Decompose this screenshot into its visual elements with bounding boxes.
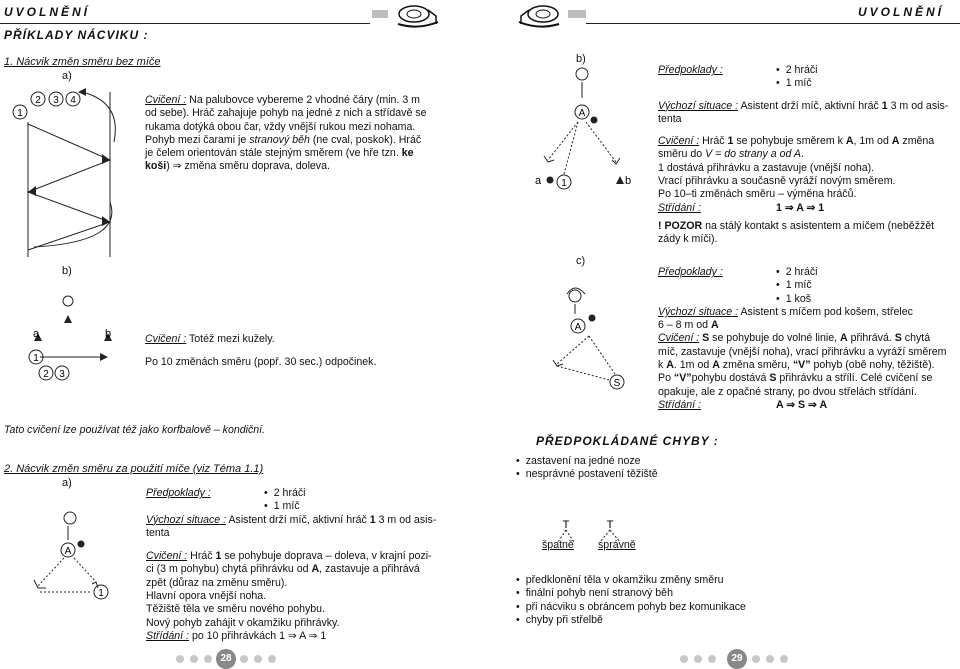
ex-b-text: Předpoklady : • 2 hráči • 1 míč Výchozí situace : Asistent drží míč, aktivní hráč 1 3 m od asis- tenta Cvičení : Hráč 1 se pohybuje směrem k A, 1m od A změna směru do V = do strany a od A. 1 dostává přihrávku a zastavuje (vnější noha). Vrací přihrávku a současně vyráží novým směrem. Po 10–ti změnách směru – výměna hráčů. Střídání : 1 ⇒ A ⇒ 1 ! POZOR na stálý kontakt s asistentem a míčem (neběžžět zády k míči). [658, 64, 958, 247]
wrong-label: špatně [542, 539, 574, 551]
svg-text:b: b [624, 175, 632, 187]
svg-text:T: T [562, 519, 570, 531]
note-korfball: Tato cvičení lze používat též jako korfbalově – kondiční. [4, 424, 266, 436]
page-number-left: 28 [216, 649, 236, 669]
footer-dot [240, 655, 248, 663]
header-rule-right [586, 23, 960, 24]
section-title-examples: PŘÍKLADY NÁCVIKU : [4, 28, 149, 42]
svg-text:S: S [613, 378, 621, 389]
list-item: • chyby při střelbě [516, 614, 816, 627]
ex-b-v-diagram [530, 62, 650, 194]
svg-text:T: T [606, 519, 614, 531]
errors-list-bottom [516, 574, 816, 627]
svg-text:A: A [578, 108, 586, 119]
svg-text:1: 1 [561, 178, 567, 189]
header-rule-left [0, 23, 370, 24]
svg-text:2: 2 [43, 369, 49, 380]
ex1a-label: a) [62, 70, 72, 82]
ex2a-text: Předpoklady : • 2 hráči • 1 míč Výchozí situace : Asistent drží míč, aktivní hráč 1 3 m od asis- tenta Cvičení : Hráč 1 se pohybuje doprava – doleva, v krajní pozi- ci (3 m pohybu) chytá přihrávku od A, zastavuje a přihrává zpět (důraz na změnu směru). Hlavní opora vnější noha. Těžiště těla ve směru nového pohybu. Nový pohyb zahájit v okamžiku přihrávky. Střídání : po 10 přihrávkách 1 ⇒ A ⇒ 1 [146, 487, 448, 643]
svg-text:1: 1 [17, 108, 23, 119]
errors-list-top [516, 455, 816, 482]
errors-title: PŘEDPOKLÁDANÉ CHYBY : [536, 434, 719, 448]
ex2a-label: a) [62, 477, 72, 489]
footer-dot [780, 655, 788, 663]
footer-dot [694, 655, 702, 663]
whistle-logo-right-icon [515, 2, 563, 30]
svg-text:a: a [534, 175, 542, 187]
ex-c-text: Předpoklady : • 2 hráči • 1 míč • 1 koš Výchozí situace : Asistent s míčem pod košem, střelec 6 – 8 m od A Cvičení : S se pohybuje do volné linie, A přihrává. S chytá míč, zastavuje (vnější noha), vrací přihrávku a vyráží směrem k A. 1m od A změna směru, “V” pohyb (obě nohy, těžiště). Po “V”pohybu dostává S přihrávku a střílí. Celé cvičení se opakuje, ale z opačné strany, po dvou střelách střídání. Střídání : A ⇒ S ⇒ A [658, 266, 958, 412]
list-item: • předklonění těla v okamžiku změny směru [516, 574, 816, 587]
ex1b-text: Cvičení : Totéž mezi kužely. Po 10 změnách směru (popř. 30 sec.) odpočinek. [145, 333, 377, 369]
svg-text:1: 1 [98, 588, 104, 599]
ex2-title: 2. Nácvik změn směru za použití míče (viz Téma 1.1) [4, 463, 264, 475]
header-bar-left [372, 10, 388, 18]
svg-text:1: 1 [33, 353, 39, 364]
page-number-right: 29 [727, 649, 747, 669]
ex-c-label: c) [576, 255, 586, 267]
footer-dot [190, 655, 198, 663]
footer-dot [204, 655, 212, 663]
ex2a-triangle-diagram [30, 510, 120, 602]
svg-text:A: A [64, 546, 72, 557]
ex1-title: 1. Nácvik změn směru bez míče [4, 56, 161, 68]
footer-dot [254, 655, 262, 663]
ex1a-zigzag-diagram [4, 82, 134, 260]
footer-dot [766, 655, 774, 663]
header-title-right: UVOLNĚNÍ [858, 5, 945, 19]
whistle-logo-left-icon [394, 2, 442, 30]
svg-text:3: 3 [53, 95, 59, 106]
list-item: • finální pohyb není stranový běh [516, 587, 816, 600]
footer-dot [752, 655, 760, 663]
ex1b-cones-diagram [20, 285, 130, 385]
footer-dot [680, 655, 688, 663]
right-label: správně [598, 539, 636, 551]
svg-text:4: 4 [70, 95, 76, 106]
header-bar-right [568, 10, 586, 18]
svg-text:A: A [574, 322, 582, 333]
ex-b-label: b) [576, 53, 586, 65]
list-item: • při nácviku s obráncem pohyb bez komunikace [516, 601, 816, 614]
svg-text:3: 3 [59, 369, 65, 380]
list-item: • nesprávné postavení těžiště [516, 468, 816, 481]
list-item: • zastavení na jedné noze [516, 455, 816, 468]
svg-text:b: b [104, 328, 112, 340]
ex-c-shooting-diagram [545, 280, 635, 398]
footer-dot [708, 655, 716, 663]
footer-dot [268, 655, 276, 663]
header-title-left: UVOLNĚNÍ [4, 5, 91, 19]
footer-dot [176, 655, 184, 663]
svg-text:a: a [32, 328, 40, 340]
ex1a-text: Cvičení : Na palubovce vybereme 2 vhodné čáry (min. 3 m od sebe). Hráč zahajuje pohyb na jedné z nich a střídavě se rukama dotýká obou čar, vždy vnější rukou mezi nohama. Pohyb mezi čarami je stranový běh (ne cval, poskok). Hráč je čelem orientován stále stejným směrem (ve hře tzn. ke koši) ⇒ změna směru doprava, doleva. [145, 94, 427, 173]
svg-text:2: 2 [35, 95, 41, 106]
ex1b-label: b) [62, 265, 72, 277]
